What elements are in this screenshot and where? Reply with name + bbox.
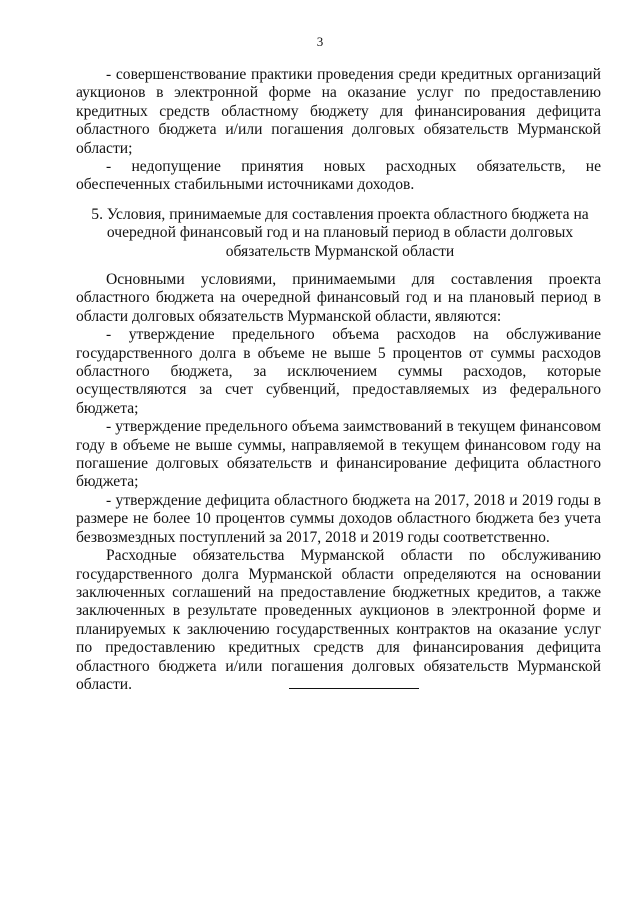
closing-divider — [289, 688, 419, 689]
body-item-borrowing-limit: - утверждение предельного объема заимствований в текущем финансовом году в объеме не выше суммы, направляемой в текущем финансовом году на погашение долговых обязательств и финансирование дефицита областного бюджета; — [76, 418, 601, 491]
intro-item-new-obligations: - недопущение принятия новых расходных обязательств, не обеспеченных стабильными источниками доходов. — [76, 158, 601, 194]
section-body — [76, 271, 601, 694]
section-heading-line-3: обязательств Мурманской области — [225, 242, 455, 260]
section-heading-line-1: 5. Условия, принимаемые для составления проекта областного бюджета на — [91, 206, 589, 223]
intro-list — [76, 66, 601, 195]
body-item-debt-service-limit: - утверждение предельного объема расходов на обслуживание государственного долга в объеме не выше 5 процентов от суммы расходов областного бюджета, за исключением суммы расходов, которые осуществляются за счет субвенций, предоставляемых из федерального бюджета; — [76, 326, 601, 417]
intro-item-auctions: - совершенствование практики проведения среди кредитных организаций аукционов в электронной форме на оказание услуг по предоставлению кредитных средств областному бюджету для финансирования дефицита областного бюджета и/или погашения долговых обязательств Мурманской области; — [76, 66, 601, 157]
body-item-deficit-limit: - утверждение дефицита областного бюджета на 2017, 2018 и 2019 годы в размере не более 10 процентов суммы доходов областного бюджета без учета безвозмездных поступлений за 2017, 2018 и 2019 годы соответственно. — [76, 491, 601, 546]
body-paragraph-expenditure-obligations: Расходные обязательства Мурманской области по обслуживанию государственного долга Мурманской области определяются на основании заключенных соглашений на предоставление бюджетных кредитов, а также заключенных в результате проведенных аукционов в электронной форме и планируемых к заключению государственных контрактов на оказание услуг по предоставлению кредитных средств для финансирования дефицита областного бюджета и/или погашения долговых обязательств Мурманской области. — [76, 547, 601, 693]
section-heading-line-2: очередной финансовый год и на плановый период в области долговых — [106, 224, 574, 242]
section-heading — [90, 206, 590, 261]
page-number: 3 — [316, 34, 324, 49]
body-paragraph-main-conditions: Основными условиями, принимаемыми для составления проекта областного бюджета на очередной финансовый год и на плановый период в области долговых обязательств Мурманской области, являются: — [76, 271, 601, 325]
